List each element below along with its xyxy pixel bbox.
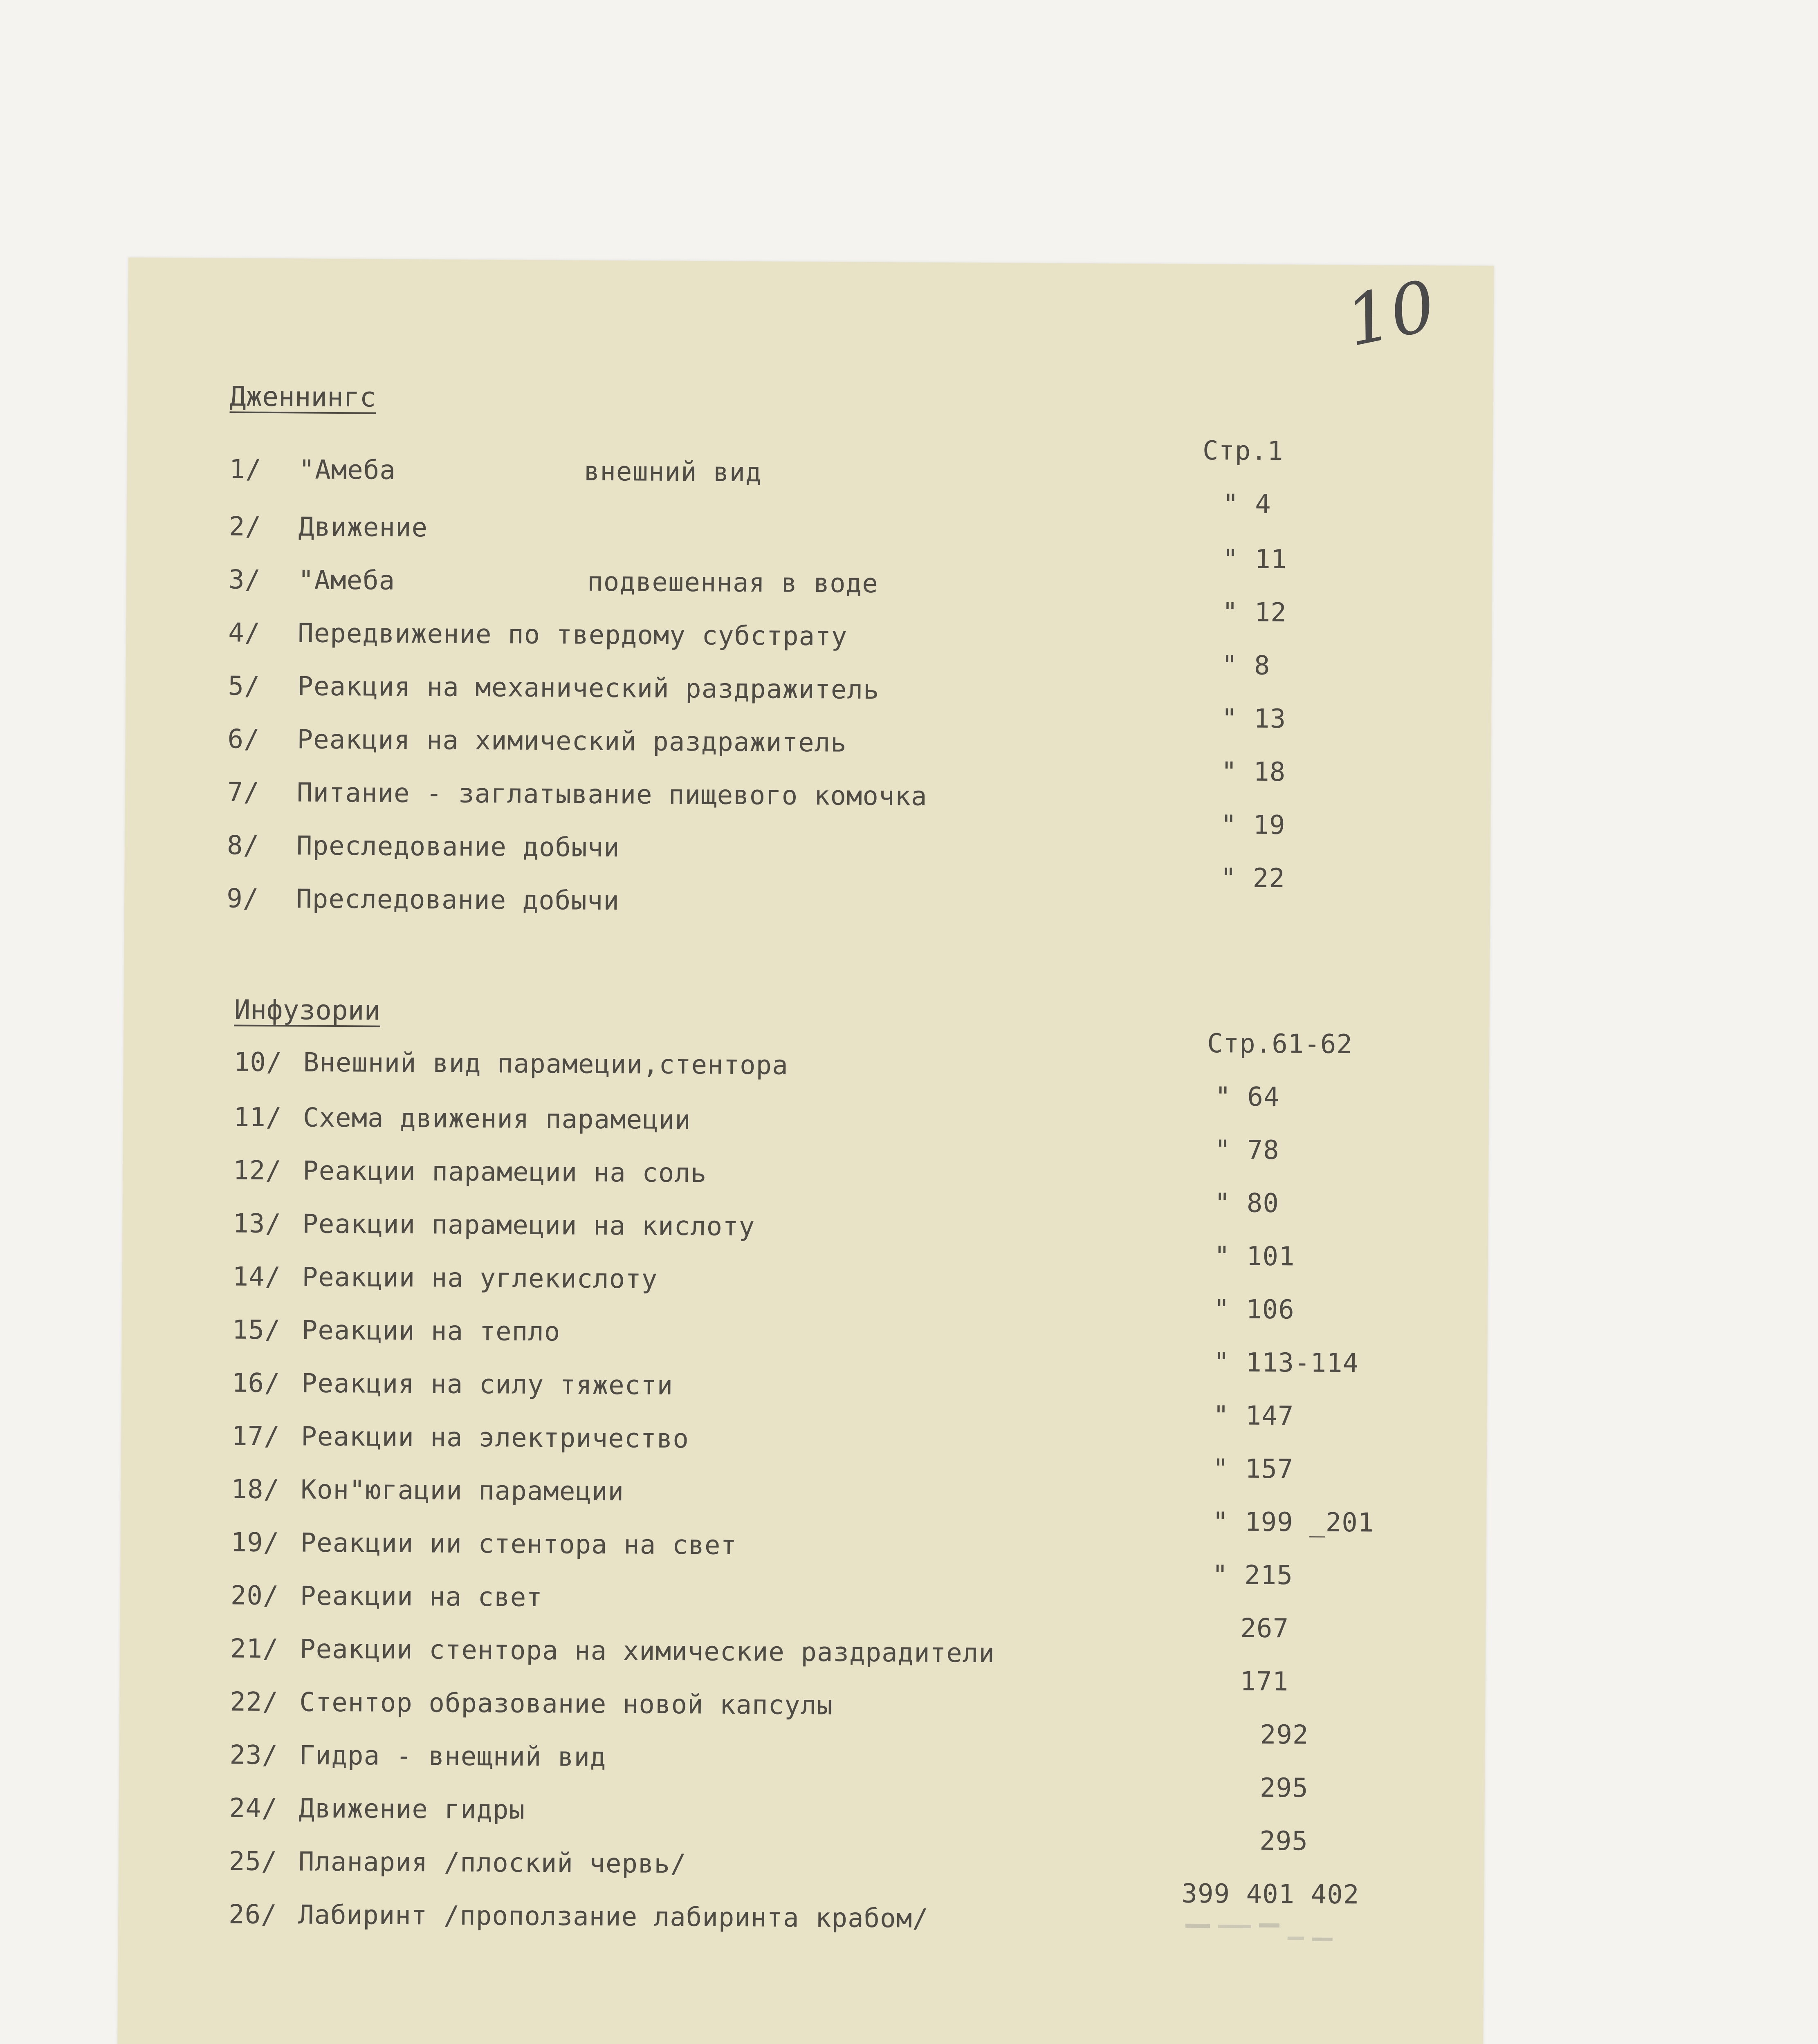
toc-item-1 — [229, 454, 761, 488]
item-page: " 22 — [1220, 863, 1285, 894]
item-title: Внешний вид парамеции,стентора — [303, 1047, 788, 1081]
item-page: " 8 — [1221, 650, 1270, 681]
item-number: 10/ — [233, 1047, 283, 1078]
item-page: " 19 — [1221, 810, 1286, 841]
item-title: Стентор образование новой капсулы — [299, 1687, 833, 1721]
item-number: 5/ — [228, 671, 260, 702]
item-page: 295 — [1259, 1826, 1309, 1857]
item-number: 18/ — [231, 1474, 280, 1505]
item-number: 21/ — [230, 1634, 279, 1665]
item-title: Гидра - внещний вид — [299, 1740, 606, 1773]
item-number: 12/ — [233, 1155, 282, 1186]
item-title: Движение гидры — [299, 1793, 525, 1825]
item-number: 20/ — [230, 1580, 279, 1611]
item-number: 26/ — [228, 1899, 277, 1930]
toc-item-23 — [229, 1740, 606, 1773]
item-page: " 64 — [1215, 1082, 1280, 1113]
toc-item-2 — [229, 511, 428, 543]
item-page: " 147 — [1213, 1401, 1294, 1432]
item-number: 7/ — [227, 777, 260, 808]
toc-item-14 — [232, 1262, 658, 1294]
item-page: " 11 — [1222, 544, 1287, 575]
item-number: 14/ — [232, 1262, 281, 1293]
item-title: Питание - заглатывание пищевого комочка — [296, 778, 927, 812]
toc-item-6 — [227, 724, 846, 758]
item-number: 25/ — [229, 1846, 278, 1877]
item-page: 399 401 402 — [1181, 1878, 1360, 1910]
item-number: 23/ — [229, 1740, 278, 1771]
folio-number: 10 — [1339, 265, 1443, 363]
item-title: Преследование добычи — [296, 831, 620, 863]
toc-item-8 — [227, 830, 620, 863]
item-title: Реакции на углекислоту — [302, 1262, 658, 1295]
item-number: 24/ — [229, 1793, 278, 1824]
item-title: Реакции на свет — [300, 1581, 543, 1613]
toc-item-26 — [229, 1899, 929, 1934]
toc-item-7 — [227, 777, 927, 811]
section-heading-infusoria: Инфузории — [234, 994, 381, 1026]
item-number: 15/ — [232, 1315, 281, 1346]
item-number: 2/ — [229, 511, 262, 542]
toc-item-9 — [227, 883, 619, 916]
item-title: Реакция на механический раздражитель — [297, 671, 880, 706]
item-title: Реакция на химический раздражитель — [297, 724, 847, 758]
item-title: Схема движения парамеции — [303, 1103, 691, 1136]
item-page: " 106 — [1213, 1294, 1295, 1325]
item-page: " 157 — [1212, 1454, 1294, 1485]
toc-item-18 — [231, 1474, 624, 1507]
item-number: 4/ — [228, 618, 261, 648]
item-page: " 80 — [1214, 1188, 1279, 1219]
item-page: " 4 — [1222, 489, 1272, 520]
item-page: " 215 — [1212, 1560, 1293, 1591]
item-title: Реакции ии стентора на свет — [300, 1528, 737, 1561]
item-page: 267 — [1240, 1613, 1289, 1644]
item-title: Реакции парамеции на соль — [302, 1156, 707, 1189]
toc-item-5 — [228, 671, 880, 705]
toc-item-11 — [233, 1102, 691, 1135]
toc-item-20 — [231, 1580, 543, 1613]
toc-item-17 — [231, 1421, 689, 1454]
page-header-jennings: Стр.1 — [1202, 435, 1284, 467]
item-page: 292 — [1260, 1719, 1309, 1750]
item-number: 17/ — [231, 1421, 281, 1452]
section-heading-jennings: Дженнингс — [229, 381, 376, 413]
item-title: "Амеба — [298, 565, 395, 596]
item-title: Реакции парамеции на кислоту — [302, 1209, 755, 1242]
item-number: 9/ — [227, 883, 259, 914]
item-number: 19/ — [231, 1527, 280, 1558]
toc-item-10 — [234, 1047, 788, 1080]
item-page: " 12 — [1222, 597, 1287, 628]
item-title: Кон"югации парамеции — [301, 1475, 624, 1507]
toc-item-13 — [233, 1208, 755, 1242]
item-number: 8/ — [227, 830, 260, 861]
item-title: "Амеба — [299, 455, 396, 486]
item-page: 295 — [1259, 1773, 1309, 1804]
toc-item-3 — [229, 565, 878, 599]
toc-item-12 — [233, 1155, 707, 1188]
item-title: Движение — [298, 512, 428, 543]
item-title: Реакции на тепло — [301, 1315, 561, 1347]
item-title: Реакции на электричество — [301, 1421, 689, 1455]
item-number: 11/ — [233, 1102, 282, 1133]
toc-item-4 — [228, 618, 847, 652]
toc-item-25 — [229, 1846, 687, 1879]
page-header-infusoria: Стр.61-62 — [1207, 1028, 1353, 1060]
item-title: Планария /плоский червь/ — [298, 1847, 687, 1880]
item-number: 13/ — [233, 1208, 282, 1239]
item-number: 3/ — [228, 565, 261, 595]
item-title: Лабиринт /проползание лабиринта крабом/ — [298, 1900, 929, 1934]
toc-item-19 — [231, 1527, 737, 1561]
item-page: " 13 — [1221, 704, 1286, 735]
toc-item-15 — [232, 1315, 561, 1347]
toc-item-22 — [230, 1687, 833, 1721]
document-sheet — [117, 258, 1494, 2044]
item-number: 16/ — [231, 1368, 281, 1399]
item-subtitle: подвешенная в воде — [587, 567, 878, 599]
item-subtitle: внешний вид — [584, 456, 762, 488]
item-title: Передвижение по твердому субстрату — [298, 618, 848, 652]
item-page: " 101 — [1214, 1241, 1295, 1272]
item-page: " 78 — [1214, 1135, 1279, 1166]
item-page: " 199 _201 — [1212, 1507, 1374, 1538]
item-page: " 113-114 — [1213, 1347, 1359, 1379]
item-title: Реакция на силу тяжести — [301, 1368, 673, 1401]
item-number: 1/ — [229, 454, 262, 485]
item-title: Реакции стентора на химические раздрадители — [299, 1634, 995, 1669]
item-page: " 18 — [1221, 757, 1286, 788]
item-number: 22/ — [230, 1687, 279, 1718]
item-page: 171 — [1240, 1666, 1289, 1697]
item-title: Преследование добычи — [296, 884, 620, 917]
ink-smudge — [1181, 1916, 1353, 1954]
toc-item-21 — [230, 1634, 995, 1668]
toc-item-16 — [232, 1368, 673, 1401]
item-number: 6/ — [227, 724, 260, 755]
toc-item-24 — [229, 1793, 525, 1825]
